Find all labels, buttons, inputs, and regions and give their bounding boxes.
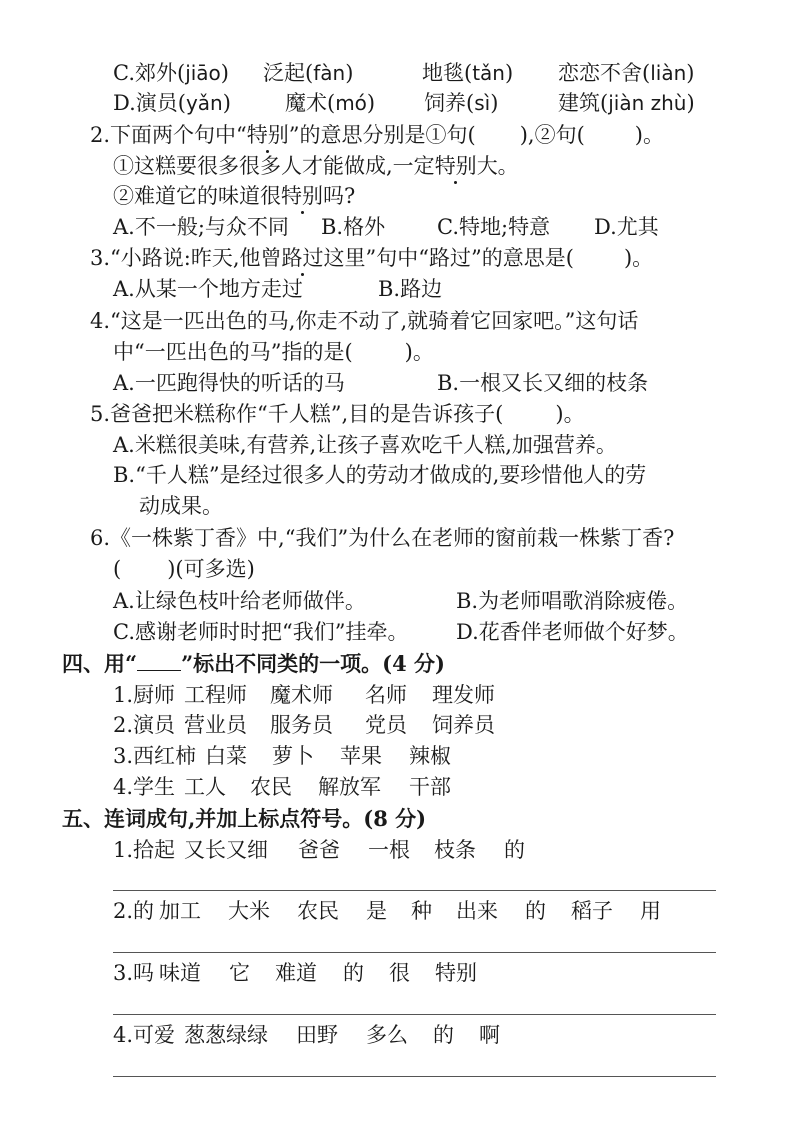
text: 3.“小路说:昨天,他曾 — [90, 246, 282, 270]
option-c-label: C.郊外( — [113, 61, 186, 85]
word-chip: 3.吗 — [113, 961, 155, 985]
dotted-word: 路过 — [282, 243, 324, 273]
text: )。 — [634, 123, 664, 147]
q2-option-d: D.尤其 — [594, 215, 659, 239]
text: ”标出不同类的一项。(4 分) — [181, 651, 445, 676]
word-chip: 特别 — [435, 961, 477, 985]
word-chip: 4.可爱 — [113, 1023, 176, 1047]
paren: ) — [504, 61, 514, 85]
option-c-word-2 — [263, 58, 353, 88]
text: 5.爸爸把米糕称作“千人糕”,目的是告诉孩子( — [90, 402, 504, 426]
text: 这里”句中“路过”的意思是( — [323, 246, 574, 270]
word-chip: 用 — [640, 899, 661, 923]
question-4-line-1: 4.“这是一匹出色的马,你走不动了,就骑着它回家吧。”这句话 — [90, 309, 639, 333]
word-chip: 2.的 — [113, 899, 155, 923]
option-row-c — [113, 58, 229, 88]
word-item[interactable]: 辣椒 — [409, 744, 451, 768]
word-chip: 一根 — [368, 838, 410, 862]
word-chip: 1.拾起 — [113, 838, 176, 862]
question-6-line-2 — [113, 554, 255, 584]
word-item[interactable]: 党员 — [365, 713, 407, 737]
q6-option-d: D.花香伴老师做个好梦。 — [456, 620, 689, 644]
word-chip: 它 — [229, 961, 250, 985]
word-chip: 又长又细 — [184, 838, 268, 862]
text: ),②句( — [519, 123, 585, 147]
word-chip: 的 — [343, 961, 364, 985]
text: 中“一匹出色的马”指的是( — [113, 340, 353, 364]
question-2-stem — [90, 120, 664, 150]
option-d-label: D.演员( — [113, 91, 186, 115]
paren: ) — [366, 91, 376, 115]
word-item[interactable]: 饲养员 — [432, 713, 495, 737]
word-item[interactable]: 农民 — [250, 775, 292, 799]
text: 2.下面两个句中“ — [90, 123, 247, 147]
question-2-sentence-2 — [113, 181, 355, 211]
text: ①这糕要很多很多人才能做成,一定 — [113, 154, 435, 178]
paren: ) — [345, 61, 354, 85]
dotted-word: 特别 — [435, 151, 477, 181]
word-item[interactable]: 名师 — [365, 683, 407, 707]
q4-option-b: B.一根又长又细的枝条 — [437, 371, 649, 395]
question-4-line-2 — [113, 337, 434, 367]
answer-line-4[interactable] — [113, 1076, 716, 1077]
word-item[interactable]: 白菜 — [205, 744, 247, 768]
word-chip: 爸爸 — [298, 838, 340, 862]
word-chip: 的 — [504, 838, 525, 862]
dotted-word: 特别 — [281, 181, 323, 211]
text: 吗? — [323, 184, 356, 208]
pinyin: tǎn — [472, 61, 505, 85]
q6-option-c: C.感谢老师时时把“我们”挂牵。 — [113, 620, 409, 644]
word-item[interactable]: 1.厨师 — [113, 683, 176, 707]
word-item[interactable]: 魔术师 — [270, 683, 333, 707]
word-chip: 葱葱绿绿 — [184, 1023, 268, 1047]
question-6-line-1: 6.《一株紫丁香》中,“我们”为什么在老师的窗前栽一株紫丁香? — [90, 526, 675, 550]
text: ②难道它的味道很 — [113, 184, 281, 208]
text: )。 — [623, 246, 654, 270]
question-5-stem — [90, 399, 585, 429]
word-chip: 多么 — [366, 1023, 408, 1047]
q5-option-b-line-1: B.“千人糕”是经过很多人的劳动才做成的,要珍惜他人的劳 — [113, 463, 647, 487]
word-item[interactable]: 3.西红柿 — [113, 744, 197, 768]
q3-option-a: A.从某一个地方走过 — [113, 277, 303, 301]
word-chip: 的 — [433, 1023, 454, 1047]
word-item[interactable]: 解放军 — [318, 775, 381, 799]
word-chip: 是 — [366, 899, 387, 923]
word: 建筑( — [558, 91, 609, 115]
text: 四、用“ — [62, 651, 138, 676]
section-5-title: 五、连词成句,并加上标点符号。(8 分) — [62, 806, 427, 831]
word-chip: 枝条 — [434, 838, 476, 862]
option-row-d — [113, 88, 231, 118]
word: 地毯( — [422, 61, 473, 85]
word-chip: 稻子 — [571, 899, 613, 923]
paren: ) — [490, 91, 499, 115]
paren: ) — [222, 91, 231, 115]
q3-option-b: B.路边 — [378, 277, 443, 301]
text: 大。 — [476, 154, 519, 178]
answer-line-1[interactable] — [113, 890, 716, 891]
option-c-word-4 — [558, 58, 694, 88]
word-item[interactable]: 营业员 — [184, 713, 247, 737]
option-d-word-3 — [424, 88, 498, 118]
word-item[interactable]: 工程师 — [184, 683, 247, 707]
paren: ) — [220, 61, 229, 85]
word-chip: 啊 — [479, 1023, 500, 1047]
word: 饲养( — [424, 91, 475, 115]
q6-option-b: B.为老师唱歌消除疲倦。 — [456, 589, 689, 613]
word-item[interactable]: 理发师 — [432, 683, 495, 707]
option-d-word-4 — [558, 88, 695, 118]
section-4-title — [62, 649, 445, 679]
text: )(可多选) — [167, 557, 255, 581]
q2-option-c: C.特地;特意 — [437, 215, 551, 239]
word-chip: 很 — [389, 961, 410, 985]
word-chip: 味道 — [159, 961, 201, 985]
word-item[interactable]: 萝卜 — [272, 744, 314, 768]
answer-line-3[interactable] — [113, 1014, 716, 1015]
word-item[interactable]: 工人 — [184, 775, 226, 799]
word-item[interactable]: 苹果 — [340, 744, 382, 768]
word-chip: 的 — [525, 899, 546, 923]
word-item[interactable]: 干部 — [409, 775, 451, 799]
pinyin: sì — [474, 91, 491, 115]
q2-option-b: B.格外 — [321, 215, 386, 239]
paren: ) — [686, 91, 695, 115]
q4-option-a: A.一匹跑得快的听话的马 — [113, 371, 345, 395]
pinyin: liàn — [650, 61, 687, 85]
paren: ) — [686, 61, 695, 85]
question-3-stem — [90, 243, 653, 273]
underline-sample — [137, 654, 181, 671]
pinyin: mó — [335, 91, 367, 115]
word-chip: 加工 — [159, 899, 201, 923]
word-item[interactable]: 4.学生 — [113, 775, 176, 799]
word-item[interactable]: 服务员 — [270, 713, 333, 737]
q5-option-a: A.米糕很美味,有营养,让孩子喜欢吃千人糕,加强营养。 — [113, 433, 617, 457]
text: )。 — [404, 340, 434, 364]
text: )。 — [555, 402, 585, 426]
pinyin: jiàn zhù — [608, 91, 687, 115]
word-chip: 出来 — [456, 899, 498, 923]
pinyin: fàn — [313, 61, 346, 85]
q6-option-a: A.让绿色枝叶给老师做伴。 — [113, 589, 366, 613]
q2-option-a: A.不一般;与众不同 — [113, 215, 289, 239]
pinyin: jiāo — [185, 61, 221, 85]
option-d-word-2 — [285, 88, 375, 118]
option-c-word-3 — [422, 58, 513, 88]
word-item[interactable]: 2.演员 — [113, 713, 176, 737]
word-chip: 大米 — [228, 899, 270, 923]
answer-line-2[interactable] — [113, 952, 716, 953]
text: ”的意思分别是①句( — [288, 123, 476, 147]
word: 恋恋不舍( — [558, 61, 651, 85]
word-chip: 种 — [411, 899, 432, 923]
word: 泛起( — [263, 61, 314, 85]
dotted-word: 特别 — [247, 120, 289, 150]
word-chip: 农民 — [297, 899, 339, 923]
pinyin: yǎn — [185, 91, 223, 115]
question-2-sentence-1 — [113, 151, 519, 181]
q5-option-b-line-2: 动成果。 — [139, 494, 223, 518]
word-chip: 田野 — [296, 1023, 338, 1047]
word-chip: 难道 — [275, 961, 317, 985]
text: ( — [113, 557, 122, 581]
word: 魔术( — [285, 91, 336, 115]
